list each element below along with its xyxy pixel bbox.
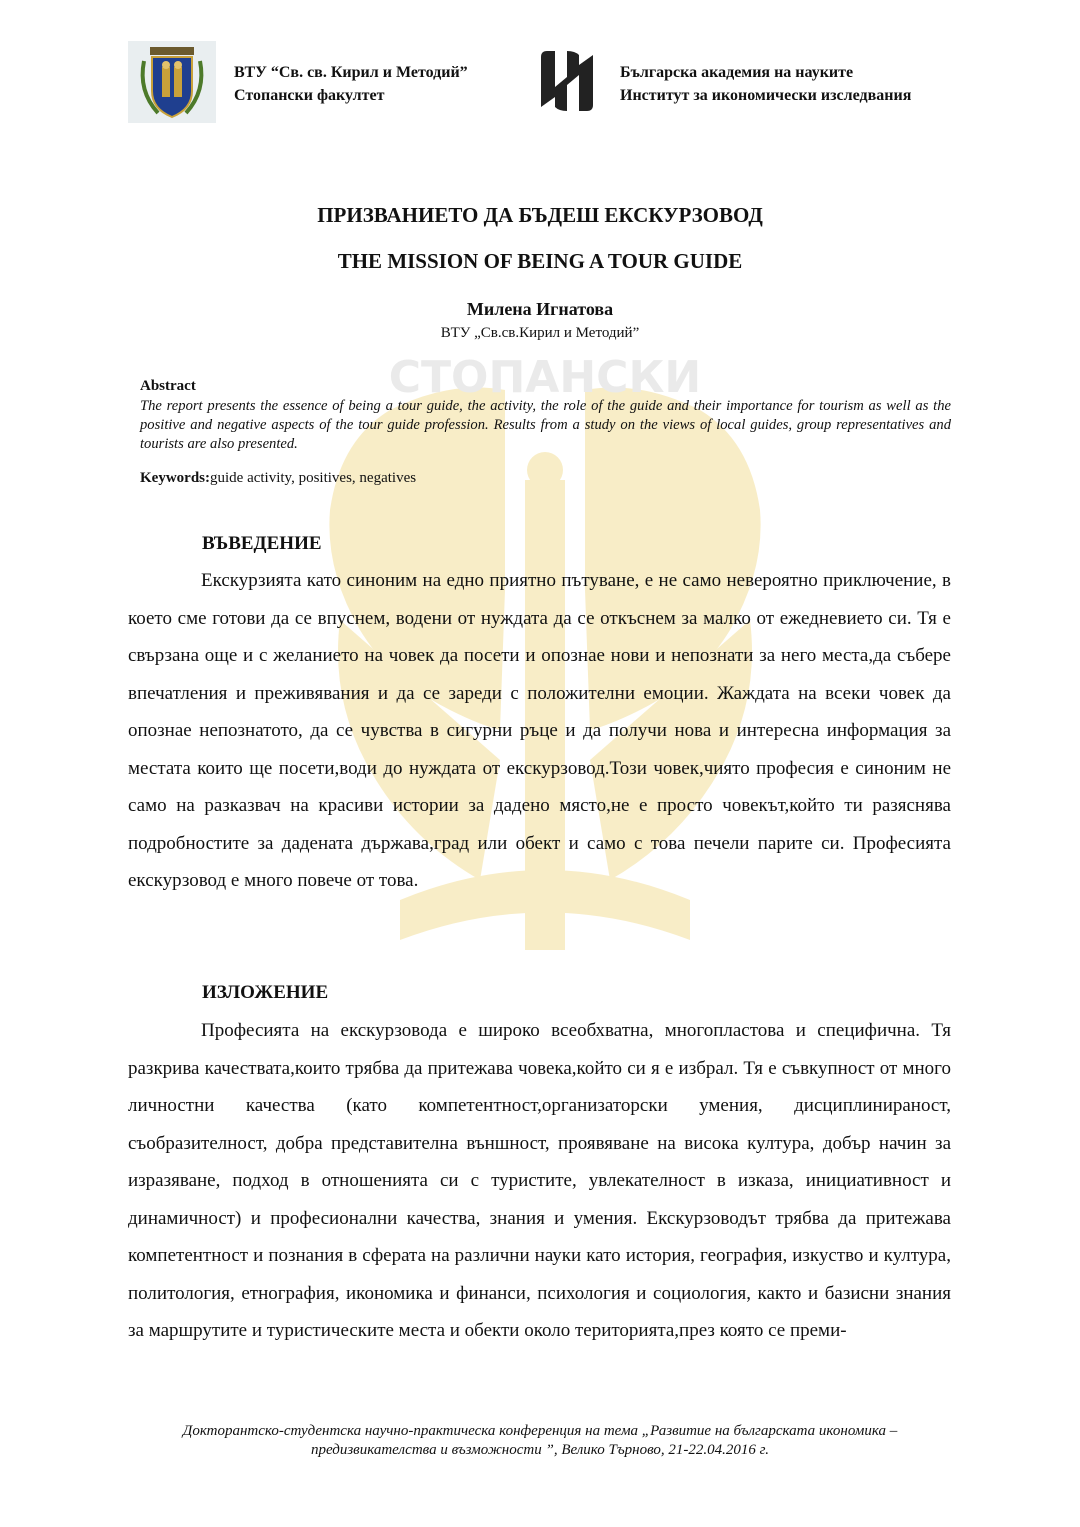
section-heading-introduction: ВЪВЕДЕНИЕ bbox=[202, 533, 322, 554]
abstract-heading: Abstract bbox=[140, 378, 196, 394]
section-exposition-paragraph bbox=[128, 1012, 951, 1350]
university-crest-logo bbox=[128, 41, 216, 123]
exposition-text: Професията на екскурзовода е широко всеобхватна, многопластова и специфична. Тя разкрива качествата,които трябва да притежава човека,който си я е избрал. Тя е съвкупност от много личностни качества (като компетентност,организаторски умения, дисциплинираност, съобразителност, добра представителна външност, проявяване на висока култура, добър начин за изразяване, подход в отношенията си с туристите, увлекателност в изказа, инициативност и динамичност) и професионални качества, знания и умения. Екскурзоводът трябва да притежава компетентност и познания в сферата на различни науки като история, география, изкуство и култура, политология, етнография, икономика и финанси, психология и социология, както и базисни знания за маршрутите и туристическите места и обекти около територията,през която се преми- bbox=[128, 1020, 951, 1341]
header-academy-name: Българска академия на науките bbox=[620, 64, 854, 81]
author-affiliation: ВТУ „Св.св.Кирил и Методий” bbox=[440, 325, 640, 341]
header-university-name: ВТУ “Св. св. Кирил и Методий” bbox=[234, 64, 468, 81]
header-faculty-name: Стопански факултет bbox=[234, 87, 385, 104]
institute-logo bbox=[537, 47, 597, 115]
keywords-text: guide activity, positives, negatives bbox=[210, 470, 417, 486]
title-bulgarian: ПРИЗВАНИЕТО ДА БЪДЕШ ЕКСКУРЗОВОД bbox=[317, 203, 763, 227]
author-name: Милена Игнатова bbox=[466, 299, 614, 319]
title-english: THE MISSION OF BEING A TOUR GUIDE bbox=[337, 249, 743, 273]
conference-footer: Докторантско-студентска научно-практическа конференция на тема „Развитие на българската икономика – предизвикателства и възможности ”, Велико Търново, 21-22.04.2016 г. bbox=[182, 1423, 898, 1458]
keywords-label: Keywords: bbox=[140, 470, 210, 486]
section-heading-exposition: ИЗЛОЖЕНИЕ bbox=[202, 982, 329, 1003]
header-institute-name: Институт за икономически изследвания bbox=[620, 87, 912, 104]
section-introduction-paragraph bbox=[128, 562, 951, 900]
abstract-text: The report presents the essence of being a tour guide, the activity, the role of the guide and their importance for tourism as well as the positive and negative aspects of the tour guide profession. Results from a study on the views of local guides, group representatives and tourists are also presented. bbox=[140, 398, 951, 452]
watermark-text: СТОПАНСКИ bbox=[388, 352, 702, 403]
introduction-text: Екскурзията като синоним на едно приятно пътуване, е не само невероятно приключение, в което сме готови да се впуснем, водени от нуждата да се откъснем за малко от ежедневието си. Тя е свързана още и с желанието на човек да посети и опознае нови и непознати за него места,да събере впечатления и преживявания и да се зареди с положителни емоции. Жаждата на всеки човек да опознае непознатото, да се чувства в сигурни ръце и да получи нова и интересна информация за местата които ще посети,води до нуждата от екскурзовод.Този човек,чиято професия е синоним не само на разказвач на красиви истории за дадено място,не е просто човекът,който ти разяснява подробностите за дадената държава,град или обект и само с това печели парите си. Професията екскурзовод е много повече от това. bbox=[128, 570, 951, 891]
keywords-line bbox=[140, 470, 416, 487]
